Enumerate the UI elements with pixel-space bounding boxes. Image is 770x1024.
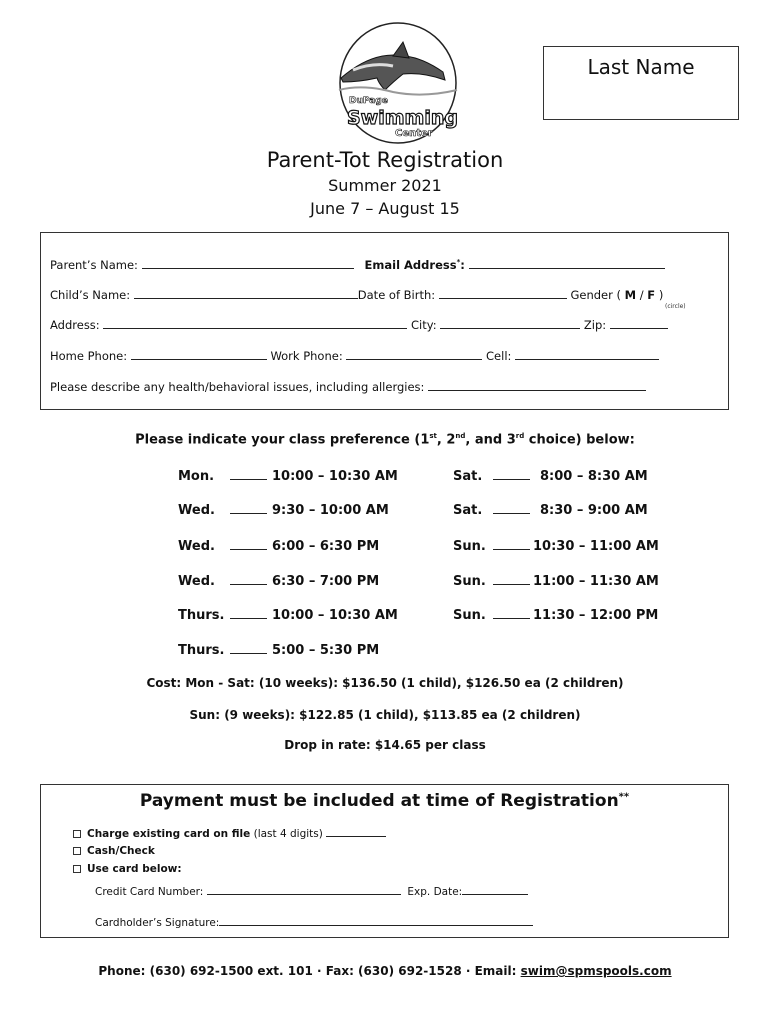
slot-time: 8:00 – 8:30 AM — [540, 469, 648, 484]
slot-day: Sun. — [453, 608, 486, 623]
pay-option-label: Cash/Check — [87, 845, 155, 857]
dob-field[interactable] — [439, 287, 567, 299]
slot-time: 9:30 – 10:00 AM — [272, 503, 389, 518]
child-name-field[interactable] — [134, 287, 358, 299]
slot-day: Mon. — [178, 469, 215, 484]
pref-heading-sep1: , 2 — [436, 432, 456, 448]
season: Summer 2021 — [328, 176, 442, 195]
class-slot — [178, 641, 379, 658]
slot-choice-blank[interactable] — [230, 572, 267, 585]
slot-time: 6:00 – 6:30 PM — [272, 539, 380, 554]
slot-choice-blank[interactable] — [493, 572, 530, 585]
parent-name-field[interactable] — [142, 257, 354, 269]
slot-time: 8:30 – 9:00 AM — [540, 503, 648, 518]
home-phone-label: Home Phone: — [50, 349, 128, 363]
last-name-label: Last Name — [587, 55, 695, 79]
slot-choice-blank[interactable] — [230, 606, 267, 619]
class-slot — [178, 606, 398, 623]
slot-time: 11:30 – 12:00 PM — [533, 608, 659, 623]
payment-footnote-mark: ** — [618, 791, 630, 803]
email-footnote-mark: * — [456, 258, 461, 267]
pay-option-card-on-file[interactable] — [73, 826, 386, 840]
email-field[interactable] — [469, 257, 665, 269]
last-name-box[interactable] — [543, 46, 739, 120]
checkbox[interactable] — [73, 830, 81, 838]
pay-option-cash-check[interactable] — [73, 845, 155, 857]
logo-text-swimming: Swimming — [347, 107, 458, 129]
contact-text: Phone: (630) 692-1500 ext. 101 · Fax: (630) 692-1528 · Email: — [98, 964, 517, 978]
checkbox[interactable] — [73, 865, 81, 873]
slot-day: Sat. — [453, 503, 483, 518]
pay-option-use-card[interactable] — [73, 863, 182, 875]
class-slot — [453, 572, 659, 589]
zip-label: Zip: — [583, 318, 607, 332]
signature-label: Cardholder’s Signature: — [95, 917, 220, 929]
exp-date-label: Exp. Date: — [407, 886, 463, 898]
pref-sup-st: st — [429, 432, 437, 440]
cost-weekday: Cost: Mon - Sat: (10 weeks): $136.50 (1 child), $126.50 ea (2 children) — [146, 676, 624, 690]
card-number-row — [95, 884, 528, 898]
home-phone-field[interactable] — [131, 348, 267, 360]
child-name-label: Child’s Name: — [50, 288, 131, 302]
exp-date-field[interactable] — [462, 884, 528, 895]
slot-day: Wed. — [178, 574, 215, 589]
pref-sup-nd: nd — [455, 432, 466, 440]
slot-choice-blank[interactable] — [230, 641, 267, 654]
session-dates: June 7 – August 15 — [310, 199, 460, 218]
slot-day: Thurs. — [178, 643, 225, 658]
email-label: Email Address — [364, 258, 457, 272]
parent-name-label: Parent’s Name: — [50, 258, 138, 272]
gender-f[interactable]: F — [647, 288, 656, 302]
gender-close: ) — [658, 288, 664, 302]
address-label: Address: — [50, 318, 100, 332]
slot-time: 10:00 – 10:30 AM — [272, 469, 398, 484]
slot-day: Wed. — [178, 503, 215, 518]
payment-heading-text: Payment must be included at time of Registration — [139, 791, 619, 811]
work-phone-field[interactable] — [346, 348, 482, 360]
card-number-label: Credit Card Number: — [95, 886, 204, 898]
pay-option-label: Use card below: — [87, 863, 182, 875]
address-field[interactable] — [103, 317, 407, 329]
signature-field[interactable] — [219, 915, 533, 926]
slot-day: Sun. — [453, 539, 486, 554]
page-title: Parent-Tot Registration — [266, 148, 504, 172]
gender-circle-note: (circle) — [665, 303, 686, 310]
city-field[interactable] — [440, 317, 580, 329]
slot-choice-blank[interactable] — [230, 467, 267, 480]
drop-in-rate: Drop in rate: $14.65 per class — [284, 738, 486, 752]
registrant-info-box — [40, 232, 729, 410]
gender-slash: / — [639, 288, 644, 302]
slot-time: 10:30 – 11:00 AM — [533, 539, 659, 554]
class-slot — [453, 467, 648, 484]
slot-time: 10:00 – 10:30 AM — [272, 608, 398, 623]
slot-choice-blank[interactable] — [493, 537, 530, 550]
gender-m[interactable]: M — [624, 288, 637, 302]
contact-footer — [0, 964, 770, 978]
cell-field[interactable] — [515, 348, 659, 360]
pay-option-note: (last 4 digits) — [253, 828, 323, 840]
slot-choice-blank[interactable] — [230, 501, 267, 514]
health-label: Please describe any health/behavioral issues, including allergies: — [50, 380, 425, 394]
slot-choice-blank[interactable] — [493, 501, 530, 514]
slot-day: Sun. — [453, 574, 486, 589]
slot-day: Sat. — [453, 469, 483, 484]
class-slot — [453, 606, 658, 623]
zip-field[interactable] — [610, 317, 668, 329]
dupage-swimming-center-logo — [333, 20, 463, 150]
class-slot — [178, 467, 398, 484]
pay-option-label: Charge existing card on file — [87, 828, 251, 840]
logo-text-dupage: DuPage — [349, 96, 388, 106]
work-phone-label: Work Phone: — [270, 349, 343, 363]
class-slot — [178, 572, 379, 589]
email-link[interactable]: swim@spmspools.com — [520, 964, 672, 978]
dob-label: Date of Birth: — [357, 288, 436, 302]
slot-choice-blank[interactable] — [493, 606, 530, 619]
signature-row — [95, 915, 533, 929]
slot-time: 5:00 – 5:30 PM — [272, 643, 380, 658]
cost-sunday: Sun: (9 weeks): $122.85 (1 child), $113.85 ea (2 children) — [189, 708, 581, 722]
last4-field[interactable] — [326, 826, 386, 837]
class-slot — [178, 537, 379, 554]
pref-heading-end: choice) below: — [524, 432, 635, 448]
slot-choice-blank[interactable] — [493, 467, 530, 480]
pref-heading-text: Please indicate your class preference (1 — [135, 432, 430, 448]
gender-label: Gender ( — [570, 288, 621, 302]
email-colon: : — [460, 258, 465, 272]
slot-choice-blank[interactable] — [230, 537, 267, 550]
checkbox[interactable] — [73, 847, 81, 855]
payment-heading — [41, 791, 728, 811]
cell-label: Cell: — [486, 349, 512, 363]
class-preference-heading — [0, 432, 770, 447]
class-slot — [178, 501, 389, 518]
slot-day: Wed. — [178, 539, 215, 554]
card-number-field[interactable] — [207, 884, 401, 895]
city-label: City: — [411, 318, 437, 332]
pref-sup-rd: rd — [515, 432, 525, 440]
pref-heading-sep2: , and 3 — [465, 432, 516, 448]
slot-day: Thurs. — [178, 608, 225, 623]
slot-time: 6:30 – 7:00 PM — [272, 574, 380, 589]
class-slot — [453, 537, 659, 554]
payment-box — [40, 784, 729, 938]
health-field[interactable] — [428, 379, 646, 391]
slot-time: 11:00 – 11:30 AM — [533, 574, 659, 589]
class-slot — [453, 501, 648, 518]
logo-text-center: Center — [395, 128, 433, 139]
